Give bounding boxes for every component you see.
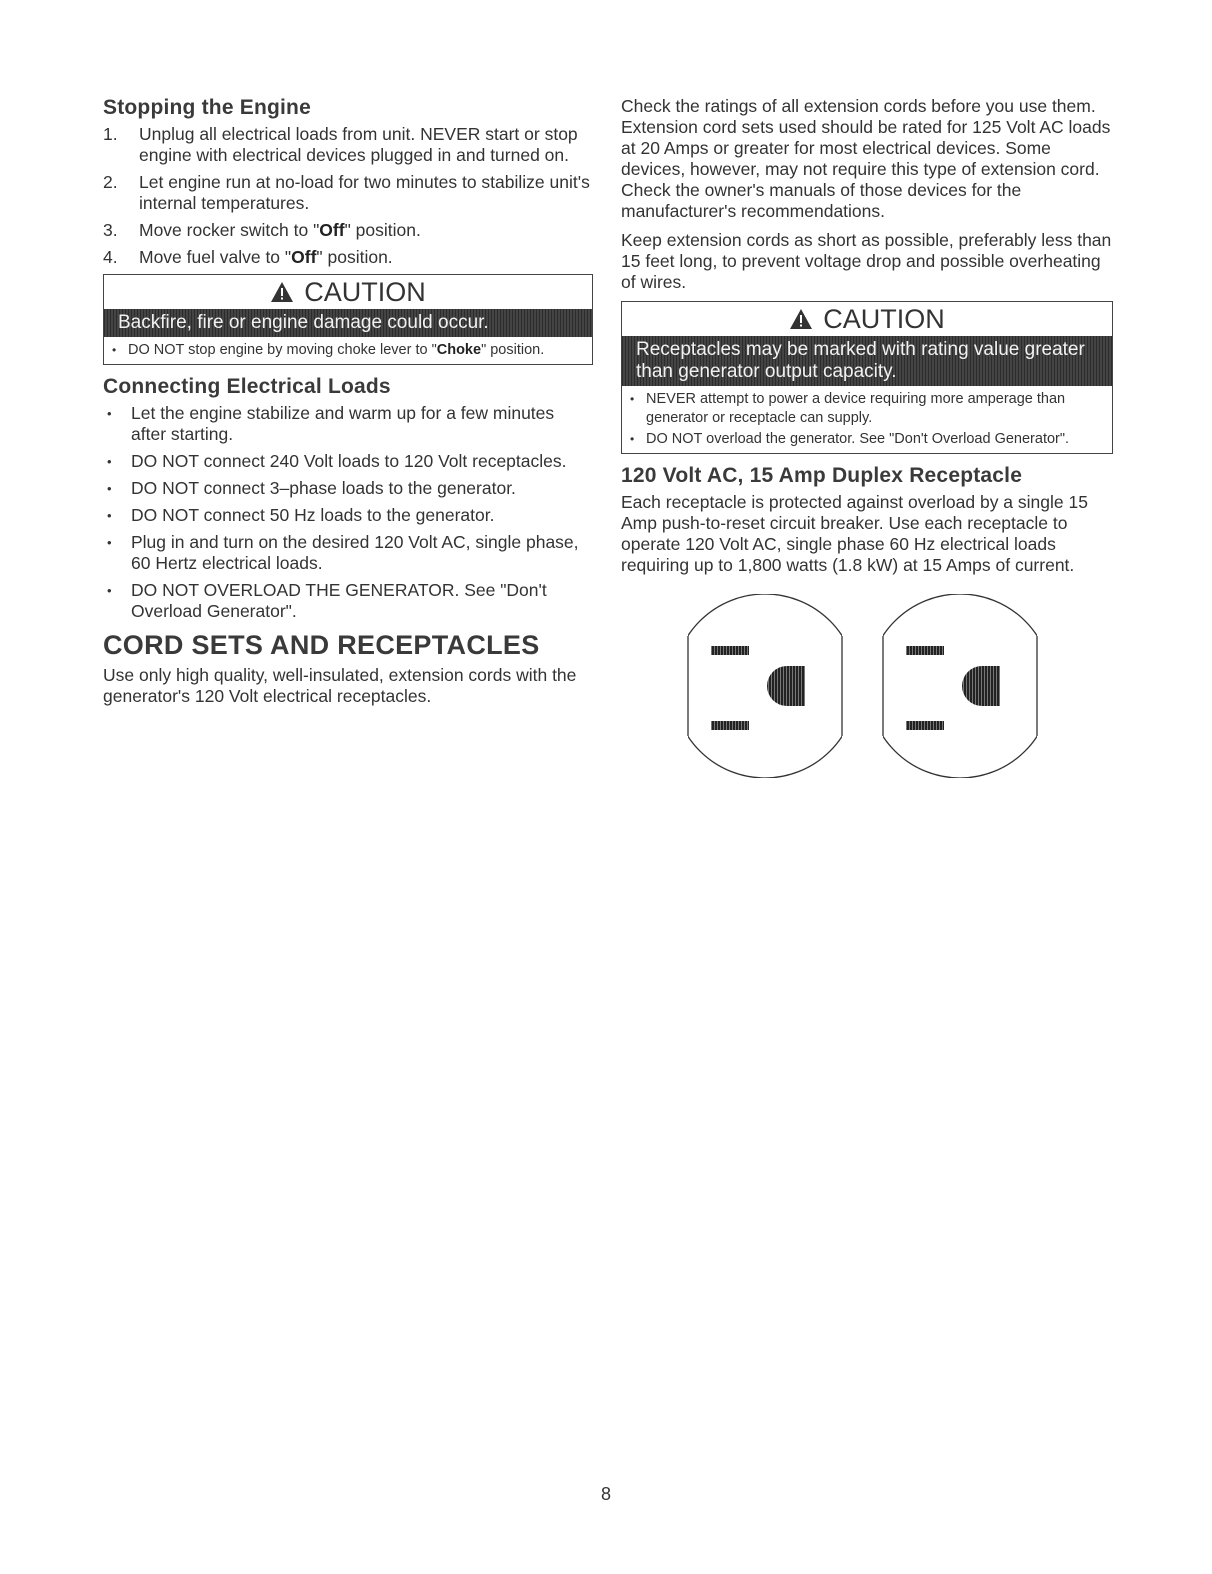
list-item: • DO NOT connect 50 Hz loads to the generator. bbox=[103, 505, 593, 526]
caution-header: CAUTION bbox=[622, 302, 1112, 336]
list-item: 3. Move rocker switch to "Off" position. bbox=[103, 220, 421, 240]
left-column bbox=[103, 96, 593, 715]
caution-box-choke bbox=[103, 274, 593, 365]
caution-items bbox=[622, 390, 1112, 449]
caution-box-receptacles bbox=[621, 301, 1113, 454]
list-item: 4. Move fuel valve to "Off" position. bbox=[103, 247, 393, 267]
list-item: • DO NOT connect 3–phase loads to the generator. bbox=[103, 478, 593, 499]
list-item: • DO NOT stop engine by moving choke lever to "Choke" position. bbox=[104, 341, 584, 360]
cord-sets-paragraph: Use only high quality, well-insulated, extension cords with the generator's 120 Volt electrical receptacles. bbox=[103, 665, 577, 706]
cord-sets-heading: CORD SETS AND RECEPTACLES bbox=[103, 630, 540, 660]
stopping-engine-heading: Stopping the Engine bbox=[103, 96, 311, 119]
receptacle-outlet-icon bbox=[685, 586, 1045, 786]
warning-triangle-icon bbox=[789, 304, 813, 338]
page-number: 8 bbox=[600, 1484, 611, 1504]
list-item: • NEVER attempt to power a device requiring more amperage than generator or receptacle can supply. bbox=[622, 390, 1104, 428]
list-item: • Plug in and turn on the desired 120 Volt AC, single phase, 60 Hertz electrical loads. bbox=[103, 532, 593, 574]
list-item: 1. Unplug all electrical loads from unit. NEVER start or stop engine with electrical devices plugged in and turned on. bbox=[103, 124, 578, 165]
extension-ratings-paragraph: Check the ratings of all extension cords before you use them. Extension cord sets used should be rated for 125 Volt AC loads at 20 Amps or greater for most electrical devices. Some devices, however, may not require this type of extension cord. Check the owner's manuals of those devices for the manufacturer's recommendations. bbox=[621, 96, 1111, 221]
stopping-steps-list bbox=[103, 124, 593, 268]
caution-hazard-band: Receptacles may be marked with rating value greater than generator output capacity. bbox=[622, 336, 1112, 386]
warning-triangle-icon bbox=[270, 277, 294, 311]
list-item: • DO NOT overload the generator. See "Don't Overload Generator". bbox=[622, 430, 1104, 449]
list-item: • DO NOT OVERLOAD THE GENERATOR. See "Don't Overload Generator". bbox=[103, 580, 593, 622]
connecting-bullets-list bbox=[103, 403, 593, 622]
caution-header: CAUTION bbox=[104, 275, 592, 309]
extension-length-paragraph: Keep extension cords as short as possible, preferably less than 15 feet long, to prevent voltage drop and possible overheating of wires. bbox=[621, 230, 1112, 292]
duplex-receptacle-paragraph: Each receptacle is protected against overload by a single 15 Amp push-to-reset circuit breaker. Use each receptacle to operate 120 Volt AC, single phase 60 Hz electrical loads requiring up to 1,800 watts (1.8 kW) at 15 Amps of current. bbox=[621, 492, 1088, 575]
connecting-loads-heading: Connecting Electrical Loads bbox=[103, 375, 391, 398]
list-item: • DO NOT connect 240 Volt loads to 120 Volt receptacles. bbox=[103, 451, 593, 472]
list-item: • Let the engine stabilize and warm up for a few minutes after starting. bbox=[103, 403, 593, 445]
list-item: 2. Let engine run at no-load for two minutes to stabilize unit's internal temperatures. bbox=[103, 172, 590, 213]
duplex-receptacle-illustration bbox=[621, 586, 1113, 786]
caution-items bbox=[104, 341, 592, 360]
duplex-receptacle-heading: 120 Volt AC, 15 Amp Duplex Receptacle bbox=[621, 464, 1023, 487]
right-column bbox=[621, 96, 1113, 786]
caution-hazard-band: Backfire, fire or engine damage could occur. bbox=[104, 309, 592, 337]
